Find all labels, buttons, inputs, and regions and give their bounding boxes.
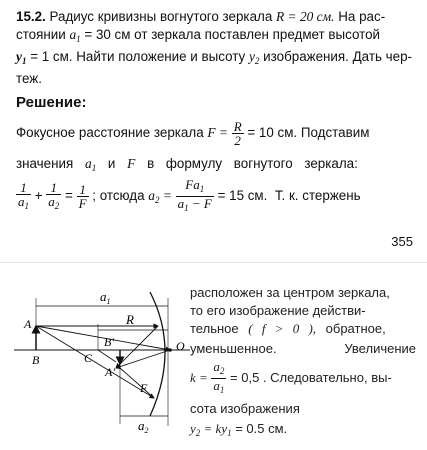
one-over-F: $\frac{1}{F}$ xyxy=(78,182,87,211)
focal-text: Фокусное расстояние зеркала xyxy=(16,125,204,141)
label-C: C xyxy=(84,351,93,365)
solution-line1 xyxy=(16,120,414,147)
label-O: O xyxy=(176,339,185,353)
cont-line3: тельное ( f > 0 ), обратное, xyxy=(190,321,386,336)
magnification-line: k = $\frac{a_2}{a_1}$ = 0,5 . Следовательно, вы- xyxy=(190,359,392,395)
a2-solution-fraction: $\frac{Fa_1}{a_1 - F}$ xyxy=(177,177,212,213)
solution-line1-tail: Подставим xyxy=(300,125,370,141)
mirror-ray-diagram xyxy=(8,276,198,446)
ray-reflected-vertex xyxy=(116,350,170,368)
label-B-prime: B' xyxy=(104,335,114,349)
problem-statement: 15.2. Радиус кривизны вогнутого зеркала R = 20 см. На рас- стоянии $a_1 = 30$ см от зеркала поставлен предмет высотой $y_1 = 1$ см. Найти положение и высоту $y_2$ изображения. Дать чер- теж. xyxy=(16,9,412,86)
problem-line1-tail: На рас- xyxy=(338,9,386,24)
label-B: B xyxy=(32,353,40,367)
cont-line4: уменьшенное. Увеличение xyxy=(190,341,416,356)
problem-line3-tail: изображения. Дать чер- xyxy=(263,49,412,64)
label-a2: $a_2$ xyxy=(138,418,149,435)
focal-value: = 10 см. xyxy=(247,125,298,141)
page-divider xyxy=(0,262,427,263)
label-R: R xyxy=(126,312,134,327)
a2-value: = 15 см. xyxy=(217,188,268,204)
problem-number: 15.2. xyxy=(16,9,46,24)
label-A: A xyxy=(24,317,32,331)
r-over-2-fraction: $\frac{R}{2}$ xyxy=(233,119,242,148)
image-height-line: $y_2 = ky_1 = 0.5$ см. xyxy=(190,421,288,438)
page-number: 355 xyxy=(391,234,413,249)
mirror-formula-line: $\frac{1}{a_1}$ + $\frac{1}{a_2}$ = $\frac{1}{F}$ ; отсюда $a_2$ = $\frac{Fa_1}{a_1 - F}$ = 15 см. Т. к. стержень xyxy=(18,177,361,213)
distance-value: = 30 см от зеркала поставлен предмет высотой xyxy=(84,27,381,42)
object-height-value: = 1 см. xyxy=(30,49,73,64)
solution-line2: значения $a_1$ и F в формулу вогнутого зеркала: xyxy=(16,156,358,173)
problem-line2: стоянии xyxy=(16,27,66,42)
problem-line3: Найти положение и высоту xyxy=(76,49,246,64)
a2-over-a1: $\frac{a_2}{a_1}$ xyxy=(213,359,225,395)
radius-value: R = 20 см. xyxy=(276,9,335,24)
cont-line1: расположен за центром зеркала, xyxy=(190,285,390,300)
label-A-prime: A' xyxy=(105,365,115,379)
label-F: F xyxy=(140,381,148,395)
focal-lhs: F = xyxy=(207,125,228,141)
problem-line1: Радиус кривизны вогнутого зеркала xyxy=(49,9,273,24)
one-over-a2: $\frac{1}{a_2}$ xyxy=(48,179,60,211)
problem-line4: теж. xyxy=(16,71,42,86)
one-over-a1: $\frac{1}{a_1}$ xyxy=(18,179,29,211)
cont-line2: то его изображение действи- xyxy=(190,303,366,318)
cont-line6: сота изображения xyxy=(190,401,300,416)
label-a1: $a_1$ xyxy=(100,289,111,306)
solution-heading: Решение: xyxy=(16,94,87,111)
